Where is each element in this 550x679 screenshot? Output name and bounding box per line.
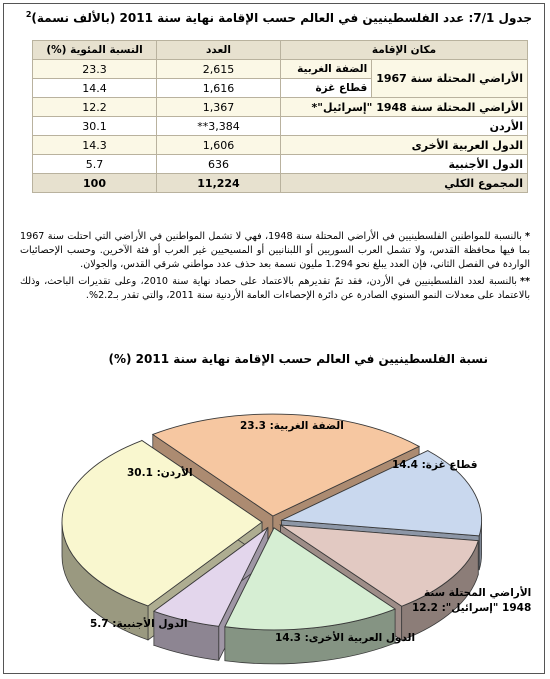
header-count: العدد [157,41,281,60]
table-title-text: جدول 7/1: عدد الفلسطينيين في العالم حسب الإقامة نهاية سنة 2011 (بالألف نسمة) [31,11,532,25]
table-row [33,60,528,79]
label-foreign: الدول الأجنبية: 5.7 [90,618,188,630]
label-israel [412,586,531,616]
row-count: 636 [157,155,281,174]
label-gaza: قطاع غزة: 14.4 [392,459,478,471]
footnotes [20,230,530,305]
row-count: 2,615 [157,60,281,79]
row-percent: 12.2 [33,98,157,117]
row-label: الدول العربية الأخرى [281,136,528,155]
table-row [33,98,528,117]
table-total-row [33,174,528,193]
label-israel-line2: 1948 "إسرائيل": 12.2 [412,602,532,614]
row-count: 1,367 [157,98,281,117]
footnote-text: بالنسبة لعدد الفلسطينيين في الأردن، فقد تمّ تقديرهم بالاعتماد على حصاد نهاية سنة 2010، وعلى تقديرات الباحث، وذلك بالاعتماد على معدلات النمو السنوي الصادرة عن دائرة الإحصاءات العامة الأردنية سنة 2011، والتي تقدر بـ2.2%. [20,275,530,301]
table-header-row [33,41,528,60]
pie-chart [0,360,550,670]
group-1967-label: الأراضي المحتلة سنة 1967 [372,60,528,98]
table-title-footnote: 2 [25,10,32,19]
table-row [33,155,528,174]
footnote-mark: ** [519,275,531,287]
row-percent: 30.1 [33,117,157,136]
footnote-mark: * [524,231,530,242]
row-count: 3,384** [157,117,281,136]
total-percent: 100 [33,174,157,193]
chart-title: نسبة الفلسطينيين في العالم حسب الإقامة نهاية سنة 2011 (%) [108,352,488,366]
row-label: الدول الأجنبية [281,155,528,174]
row-percent: 14.4 [33,79,157,98]
row-label: قطاع غزة [281,79,372,98]
population-table [32,40,528,193]
row-percent: 23.3 [33,60,157,79]
footnote-2 [20,275,530,303]
label-jordan: الأردن: 30.1 [127,467,193,479]
footnote-1 [20,230,530,273]
total-count: 11,224 [157,174,281,193]
row-percent: 5.7 [33,155,157,174]
table-title [22,10,532,25]
row-label: الضفة الغربية [281,60,372,79]
total-label: المجموع الكلي [281,174,528,193]
label-west-bank: الضفة الغربية: 23.3 [240,420,344,432]
table-row [33,117,528,136]
header-place: مكان الإقامة [281,41,528,60]
row-percent: 14.3 [33,136,157,155]
footnote-text: بالنسبة للمواطنين الفلسطينيين في الأراضي المحتلة سنة 1948، فهي لا تشمل المواطنين في الأراضي التي احتلت سنة 1967 بما فيها محافظة القدس، ولا تشمل العرب السوريين أو اللبنانيين أو المسيحيين غير العرب أو فئة الآخرين. وحسب الإحصائيات الواردة في الفصل الثاني، فإن العدد يبلغ نحو 1.294 مليون نسمة بعد حذف عدد مواطني شرقي القدس، والجولان. [20,231,530,271]
row-count: 1,606 [157,136,281,155]
row-label: الأراضي المحتلة سنة 1948 "إسرائيل"* [281,98,528,117]
label-arab: الدول العربية الأخرى: 14.3 [275,632,416,644]
label-israel-line1: الأراضي المحتلة سنة [424,587,532,599]
header-percent: النسبة المئوية (%) [33,41,157,60]
row-count: 1,616 [157,79,281,98]
table-row [33,136,528,155]
row-label: الأردن [281,117,528,136]
